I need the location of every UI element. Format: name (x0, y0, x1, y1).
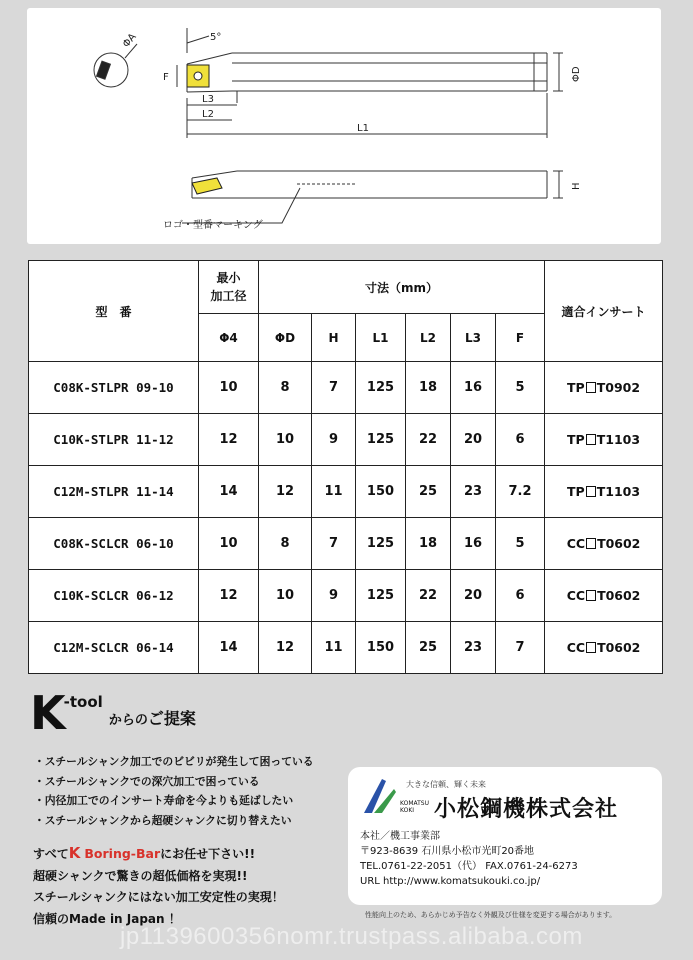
l3-cell: 20 (451, 414, 496, 466)
company-tel: TEL.0761-22-2051（代） FAX.0761-24-6273 (360, 861, 578, 872)
f-cell: 6 (496, 570, 545, 622)
dim-l3: L3 (202, 94, 214, 105)
table-row (29, 570, 663, 622)
company-name: 小松鋼機株式会社 (434, 797, 619, 822)
model-cell: C12M-STLPR 11-14 (29, 466, 199, 518)
h-cell: 7 (312, 362, 356, 414)
l3-cell: 20 (451, 570, 496, 622)
insert-cell: TP T1103 (545, 466, 663, 518)
marking-callout: ロゴ・型番マーキング (163, 220, 263, 231)
phiD-cell: 12 (259, 466, 312, 518)
dim-phiD: ΦD (571, 66, 582, 82)
company-logo-icon (360, 775, 398, 815)
company-info (348, 767, 662, 905)
problem-item: ・スチールシャンク加工でのビビリが発生して困っている (34, 755, 314, 768)
l1-cell: 150 (356, 622, 406, 674)
phi4-cell: 14 (199, 622, 259, 674)
model-cell: C08K-STLPR 09-10 (29, 362, 199, 414)
l2-cell: 18 (406, 362, 451, 414)
table-row (29, 518, 663, 570)
header-l3: L3 (451, 314, 496, 362)
l1-cell: 125 (356, 518, 406, 570)
phiD-cell: 10 (259, 414, 312, 466)
insert-cell: TP T1103 (545, 414, 663, 466)
insert-cell: CC T0602 (545, 570, 663, 622)
blank-box-icon (586, 642, 596, 653)
header-dimensions: 寸法（mm） (259, 261, 545, 314)
l3-cell: 16 (451, 518, 496, 570)
model-cell: C10K-SCLCR 06-12 (29, 570, 199, 622)
slogan-block (33, 843, 284, 930)
company-address: 〒923-8639 石川県小松市光町20番地 (360, 846, 535, 857)
header-l1: L1 (356, 314, 406, 362)
phiD-cell: 10 (259, 570, 312, 622)
table-row (29, 362, 663, 414)
problem-item: ・スチールシャンクでの深穴加工で困っている (34, 774, 260, 788)
l2-cell: 25 (406, 466, 451, 518)
l3-cell: 23 (451, 466, 496, 518)
l1-cell: 125 (356, 570, 406, 622)
phi4-cell: 14 (199, 466, 259, 518)
phiD-cell: 8 (259, 362, 312, 414)
phi4-cell: 10 (199, 362, 259, 414)
header-phiD: ΦD (259, 314, 312, 362)
header-h: H (312, 314, 356, 362)
insert-cell: CC T0602 (545, 622, 663, 674)
header-model: 型 番 (29, 261, 199, 362)
phiD-cell: 12 (259, 622, 312, 674)
f-cell: 6 (496, 414, 545, 466)
l3-cell: 23 (451, 622, 496, 674)
model-cell: C08K-SCLCR 06-10 (29, 518, 199, 570)
spec-table (28, 260, 663, 674)
dim-f: F (163, 72, 169, 83)
blank-box-icon (586, 434, 596, 445)
h-cell: 9 (312, 414, 356, 466)
company-url[interactable]: URL http://www.komatsukouki.co.jp/ (360, 876, 541, 887)
l2-cell: 22 (406, 570, 451, 622)
h-cell: 11 (312, 622, 356, 674)
table-row (29, 466, 663, 518)
l2-cell: 25 (406, 622, 451, 674)
k-tool-text: -tool (63, 693, 103, 711)
phi4-cell: 12 (199, 570, 259, 622)
model-cell: C12M-SCLCR 06-14 (29, 622, 199, 674)
dim-l1: L1 (357, 123, 369, 134)
problem-item: ・内径加工でのインサート寿命を今よりも延ばしたい (34, 794, 294, 807)
f-cell: 7 (496, 622, 545, 674)
logo-small-text: KOMATSU KOKI (400, 799, 430, 814)
boring-bar-brand: Boring-Bar (84, 846, 161, 861)
f-cell: 7.2 (496, 466, 545, 518)
blank-box-icon (586, 538, 596, 549)
slogan-line-1: すべてK Boring-Barにお任せ下さい!! (33, 844, 256, 862)
blank-box-icon (586, 382, 596, 393)
k-brand: K (68, 844, 81, 862)
l1-cell: 125 (356, 414, 406, 466)
f-cell: 5 (496, 362, 545, 414)
l1-cell: 125 (356, 362, 406, 414)
company-office: 本社／機工事業部 (360, 831, 440, 842)
f-cell: 5 (496, 518, 545, 570)
phiD-cell: 8 (259, 518, 312, 570)
table-row (29, 622, 663, 674)
dim-angle: 5° (210, 32, 222, 43)
insert-cell: TP T0902 (545, 362, 663, 414)
l3-cell: 16 (451, 362, 496, 414)
header-l2: L2 (406, 314, 451, 362)
dim-phiA: ΦA (120, 31, 139, 50)
header-insert: 適合インサート (545, 261, 663, 362)
phi4-cell: 10 (199, 518, 259, 570)
h-cell: 11 (312, 466, 356, 518)
l2-cell: 22 (406, 414, 451, 466)
technical-drawing (27, 8, 661, 244)
header-phi4: Φ4 (199, 314, 259, 362)
insert-cell: CC T0602 (545, 518, 663, 570)
l2-cell: 18 (406, 518, 451, 570)
problem-item: ・スチールシャンクから超硬シャンクに切り替えたい (34, 813, 292, 827)
h-cell: 9 (312, 570, 356, 622)
proposal-text: からのご提案 (108, 709, 196, 728)
slogan-line-2: 超硬シャンクで驚きの超低価格を実現!! (33, 868, 248, 883)
dim-l2: L2 (202, 109, 214, 120)
watermark: jp1139600356nomr.trustpass.alibaba.com (120, 923, 583, 950)
k-logo: K (30, 686, 64, 740)
tool-schematic (27, 8, 661, 244)
header-f: F (496, 314, 545, 362)
l1-cell: 150 (356, 466, 406, 518)
slogan-line-4: 信頼のMade in Japan ！ (33, 911, 181, 926)
notice-text: 性能向上のため、あらかじめ予告なく外観及び仕様を変更する場合があります。 (365, 911, 617, 919)
company-tagline: 大きな信頼、輝く未来 (406, 780, 486, 789)
phi4-cell: 12 (199, 414, 259, 466)
blank-box-icon (586, 590, 596, 601)
k-tool-heading (30, 683, 196, 740)
dim-h: H (571, 182, 582, 190)
problems-list (34, 752, 314, 830)
model-cell: C10K-STLPR 11-12 (29, 414, 199, 466)
h-cell: 7 (312, 518, 356, 570)
blank-box-icon (586, 486, 596, 497)
table-row (29, 414, 663, 466)
header-min-bore: 最小 加工径 (199, 261, 259, 314)
slogan-line-3: スチールシャンクにはない加工安定性の実現！ (33, 890, 284, 904)
